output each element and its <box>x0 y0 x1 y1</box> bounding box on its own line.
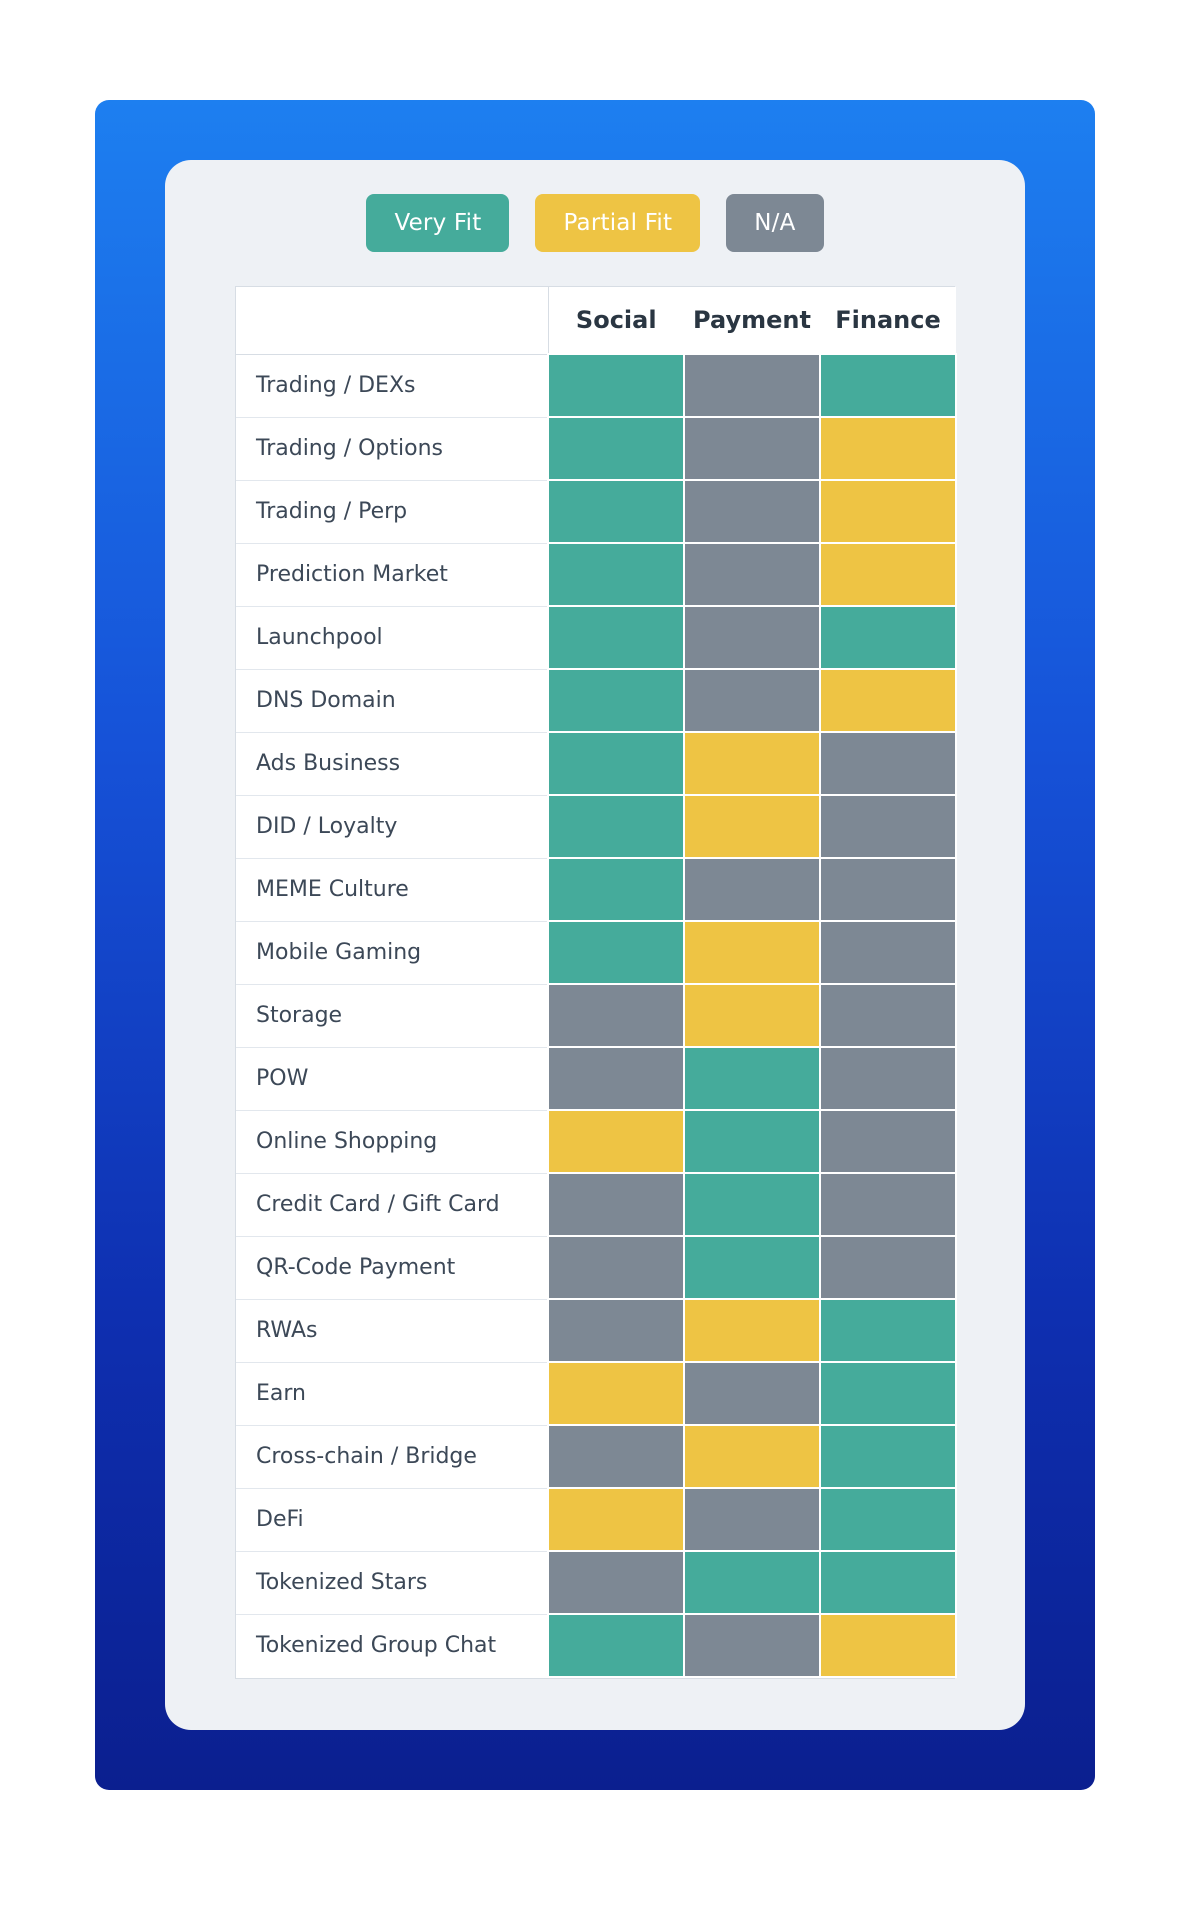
matrix-cell <box>820 543 956 606</box>
column-header-payment: Payment <box>684 287 820 354</box>
matrix-cell <box>684 1551 820 1614</box>
matrix-cell <box>820 921 956 984</box>
table-row <box>236 1551 956 1614</box>
row-label: Trading / DEXs <box>236 354 548 417</box>
matrix-cell <box>548 480 684 543</box>
table-row <box>236 1110 956 1173</box>
row-label: Trading / Options <box>236 417 548 480</box>
matrix-cell <box>820 1173 956 1236</box>
matrix-cell <box>684 480 820 543</box>
row-label: MEME Culture <box>236 858 548 921</box>
matrix-cell <box>684 732 820 795</box>
matrix-cell <box>684 1614 820 1677</box>
matrix-cell <box>820 354 956 417</box>
table-row <box>236 1299 956 1362</box>
table-row <box>236 858 956 921</box>
row-label: Tokenized Group Chat <box>236 1614 548 1677</box>
row-label: Prediction Market <box>236 543 548 606</box>
matrix-cell <box>820 417 956 480</box>
matrix-cell <box>684 1047 820 1110</box>
legend-item-na[interactable] <box>726 194 823 252</box>
table-row <box>236 669 956 732</box>
table-row <box>236 1614 956 1677</box>
row-label: Ads Business <box>236 732 548 795</box>
row-label: RWAs <box>236 1299 548 1362</box>
matrix-cell <box>548 606 684 669</box>
matrix-cell <box>684 921 820 984</box>
table-row <box>236 543 956 606</box>
table-row <box>236 480 956 543</box>
fit-matrix-table-wrapper <box>235 286 955 1679</box>
matrix-card <box>165 160 1025 1730</box>
matrix-cell <box>548 1551 684 1614</box>
row-label: Cross-chain / Bridge <box>236 1425 548 1488</box>
matrix-cell <box>684 984 820 1047</box>
matrix-cell <box>548 417 684 480</box>
matrix-cell <box>820 1362 956 1425</box>
matrix-cell <box>548 984 684 1047</box>
matrix-cell <box>684 543 820 606</box>
row-label: Earn <box>236 1362 548 1425</box>
column-header-social: Social <box>548 287 684 354</box>
table-row <box>236 606 956 669</box>
matrix-cell <box>820 669 956 732</box>
legend-item-very-fit[interactable] <box>366 194 509 252</box>
matrix-cell <box>684 1362 820 1425</box>
row-label: Storage <box>236 984 548 1047</box>
column-header-finance: Finance <box>820 287 956 354</box>
matrix-cell <box>548 1110 684 1173</box>
row-label: Credit Card / Gift Card <box>236 1173 548 1236</box>
matrix-cell <box>684 417 820 480</box>
matrix-cell <box>684 1236 820 1299</box>
legend-label-very-fit: Very Fit <box>394 210 482 236</box>
table-row <box>236 984 956 1047</box>
table-header <box>236 287 956 354</box>
table-row <box>236 1236 956 1299</box>
table-row <box>236 1488 956 1551</box>
fit-matrix-table <box>236 287 957 1678</box>
matrix-cell <box>548 858 684 921</box>
table-row <box>236 732 956 795</box>
matrix-cell <box>548 1488 684 1551</box>
matrix-cell <box>820 795 956 858</box>
table-row <box>236 921 956 984</box>
table-row <box>236 1047 956 1110</box>
matrix-cell <box>548 795 684 858</box>
row-label: POW <box>236 1047 548 1110</box>
matrix-cell <box>820 858 956 921</box>
table-row <box>236 795 956 858</box>
table-header-row <box>236 287 956 354</box>
matrix-cell <box>820 1551 956 1614</box>
matrix-cell <box>684 1488 820 1551</box>
matrix-cell <box>684 795 820 858</box>
matrix-cell <box>548 1236 684 1299</box>
matrix-cell <box>548 354 684 417</box>
row-label: Mobile Gaming <box>236 921 548 984</box>
table-row <box>236 1173 956 1236</box>
matrix-cell <box>548 669 684 732</box>
matrix-cell <box>684 1173 820 1236</box>
matrix-cell <box>820 1488 956 1551</box>
matrix-cell <box>548 732 684 795</box>
matrix-cell <box>548 1173 684 1236</box>
row-label: DeFi <box>236 1488 548 1551</box>
matrix-cell <box>820 480 956 543</box>
matrix-cell <box>820 1614 956 1677</box>
matrix-cell <box>548 1362 684 1425</box>
row-label: DNS Domain <box>236 669 548 732</box>
table-row <box>236 1425 956 1488</box>
matrix-cell <box>684 606 820 669</box>
table-row <box>236 417 956 480</box>
table-row <box>236 1362 956 1425</box>
table-row <box>236 354 956 417</box>
row-label: Trading / Perp <box>236 480 548 543</box>
row-label: Tokenized Stars <box>236 1551 548 1614</box>
matrix-cell <box>820 1110 956 1173</box>
matrix-cell <box>684 1299 820 1362</box>
matrix-cell <box>820 1425 956 1488</box>
table-body <box>236 354 956 1677</box>
matrix-cell <box>684 1425 820 1488</box>
matrix-cell <box>548 1047 684 1110</box>
matrix-cell <box>548 1614 684 1677</box>
matrix-cell <box>548 1425 684 1488</box>
row-label: DID / Loyalty <box>236 795 548 858</box>
matrix-cell <box>684 858 820 921</box>
matrix-cell <box>548 1299 684 1362</box>
matrix-cell <box>548 921 684 984</box>
matrix-cell <box>820 1236 956 1299</box>
row-label: Launchpool <box>236 606 548 669</box>
legend-label-na: N/A <box>754 210 796 236</box>
row-label: QR-Code Payment <box>236 1236 548 1299</box>
matrix-cell <box>820 606 956 669</box>
matrix-cell <box>820 1299 956 1362</box>
legend-item-partial-fit[interactable] <box>535 194 700 252</box>
legend-label-partial-fit: Partial Fit <box>563 210 673 236</box>
matrix-cell <box>820 732 956 795</box>
matrix-cell <box>820 1047 956 1110</box>
legend <box>205 194 985 252</box>
row-label: Online Shopping <box>236 1110 548 1173</box>
matrix-cell <box>684 354 820 417</box>
column-header-blank <box>236 287 548 354</box>
matrix-cell <box>820 984 956 1047</box>
matrix-cell <box>684 1110 820 1173</box>
matrix-cell <box>684 669 820 732</box>
matrix-cell <box>548 543 684 606</box>
